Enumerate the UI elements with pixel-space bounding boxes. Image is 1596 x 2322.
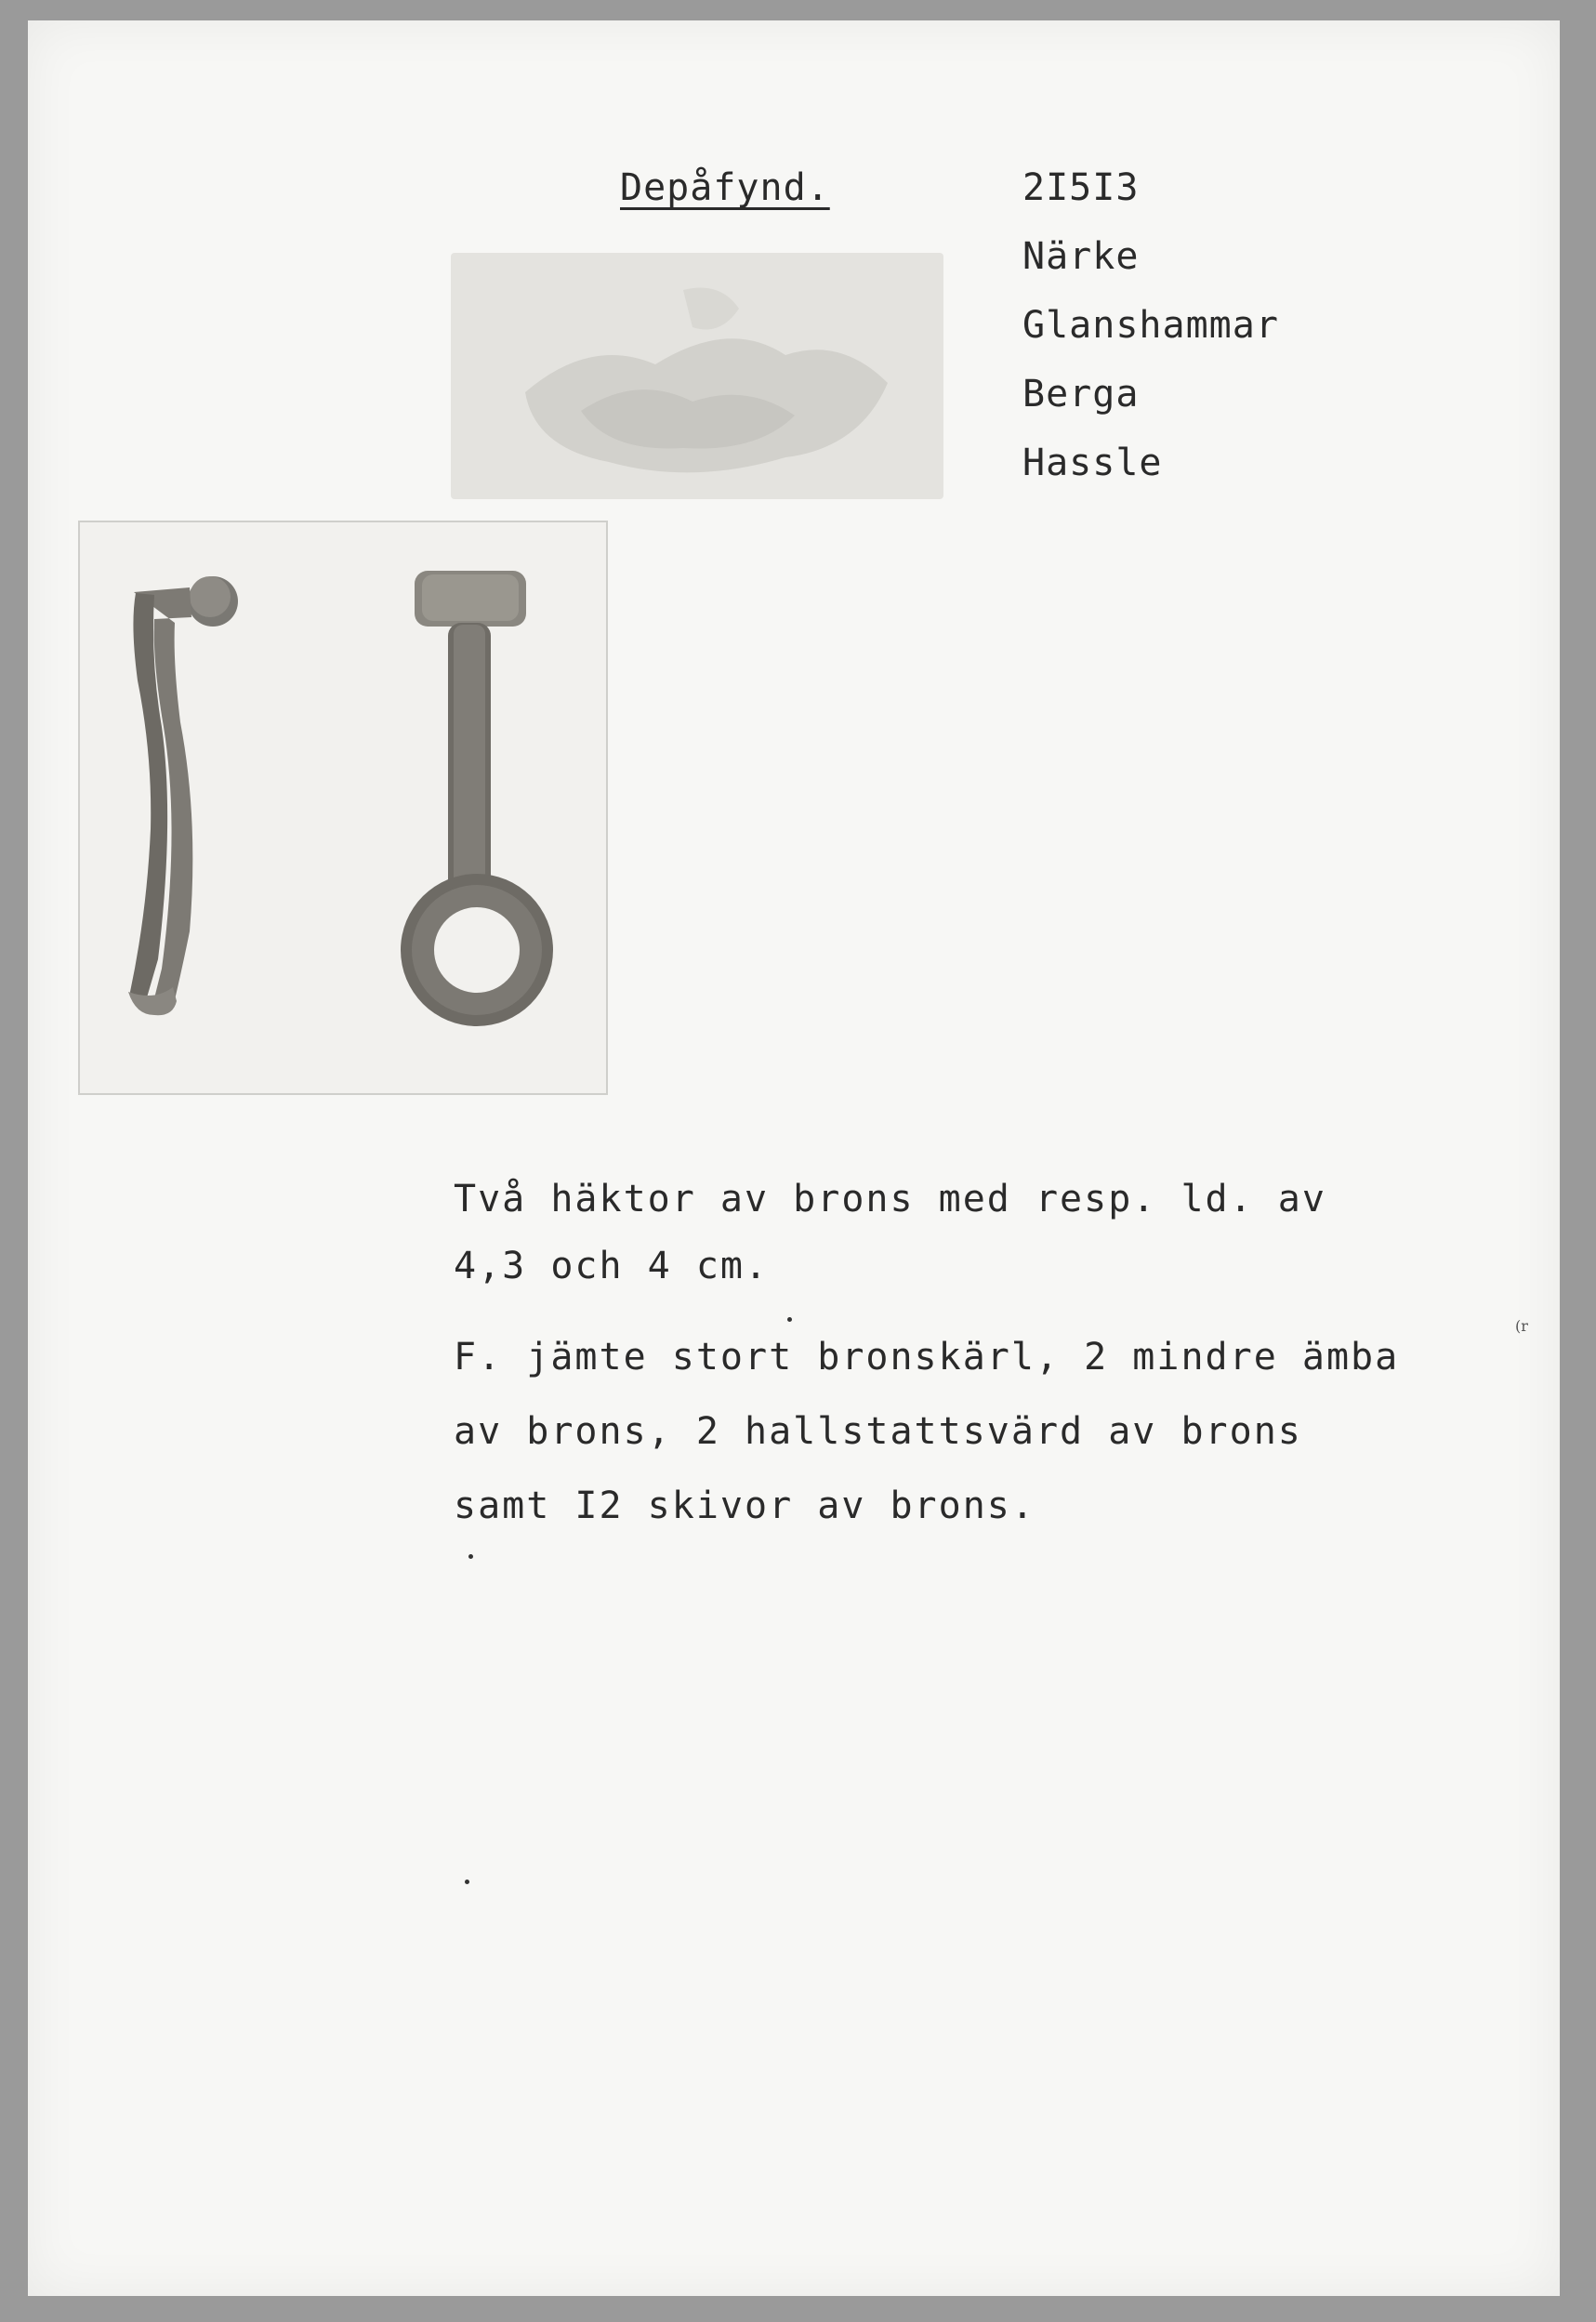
description-line-1: Två häktor av brons med resp. ld. av bbox=[454, 1178, 1326, 1220]
handwritten-annotation: (r bbox=[1515, 1317, 1528, 1335]
bent-hook-artifact bbox=[128, 576, 238, 1015]
erased-label-patch bbox=[451, 253, 943, 499]
key-shaped-hook-artifact bbox=[401, 571, 553, 1026]
catalog-card bbox=[28, 20, 1560, 2296]
description-line-2: 4,3 och 4 cm. bbox=[454, 1245, 770, 1287]
find-type-heading: Depåfynd. bbox=[620, 166, 830, 209]
location-province: Närke bbox=[1022, 235, 1140, 278]
location-village: Berga bbox=[1022, 373, 1140, 416]
stray-mark bbox=[468, 1554, 473, 1559]
location-farm: Hassle bbox=[1022, 442, 1163, 484]
catalog-number: 2I5I3 bbox=[1022, 166, 1140, 209]
description-line-4: av brons, 2 hallstattsvärd av brons bbox=[454, 1410, 1302, 1453]
description-line-3: F. jämte stort bronskärl, 2 mindre ämba bbox=[454, 1336, 1400, 1379]
stray-mark bbox=[465, 1880, 469, 1884]
location-parish: Glanshammar bbox=[1022, 304, 1279, 347]
artifact-photograph bbox=[78, 521, 608, 1095]
stray-mark bbox=[787, 1317, 792, 1322]
description-line-5: samt I2 skivor av brons. bbox=[454, 1484, 1035, 1527]
